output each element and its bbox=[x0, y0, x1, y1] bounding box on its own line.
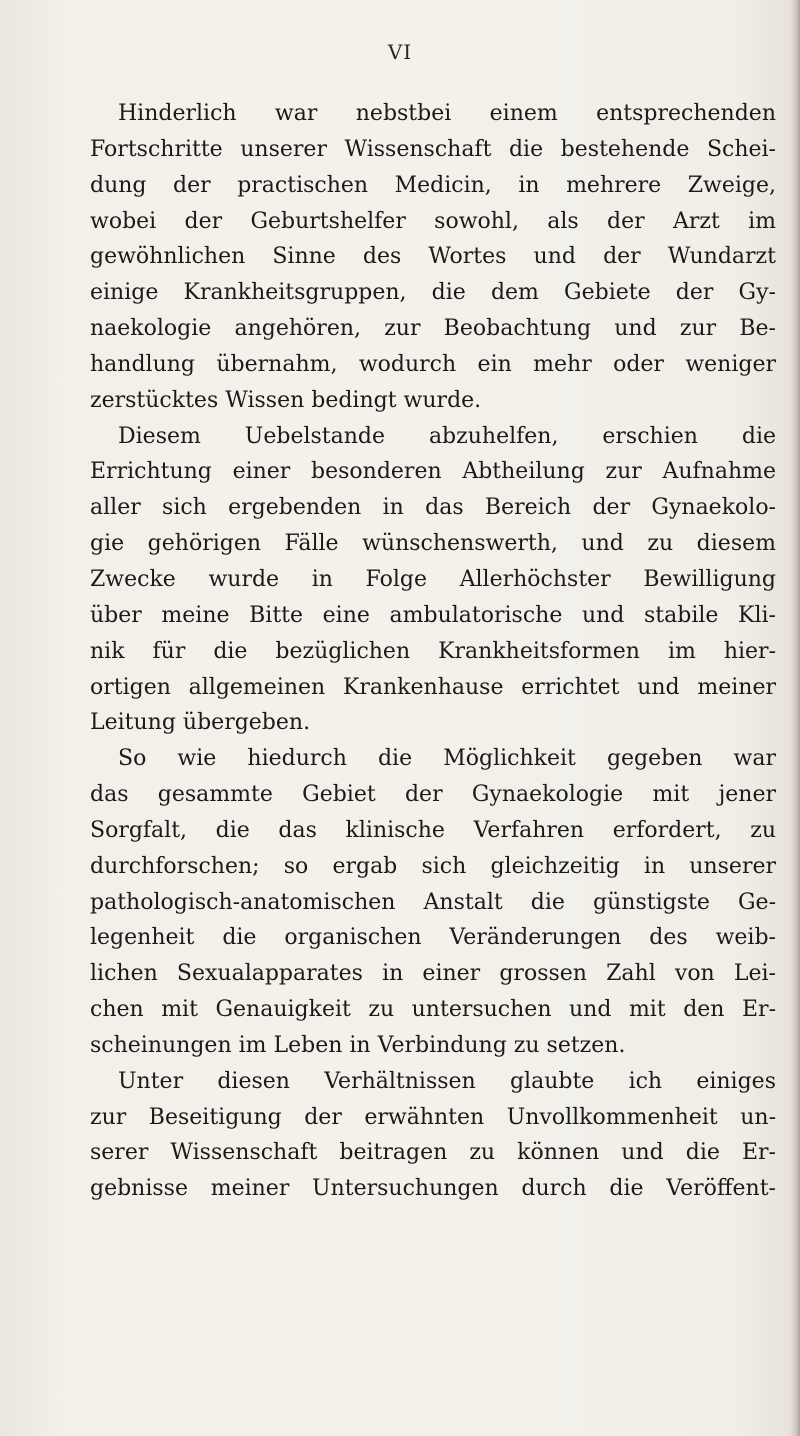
text-line: ortigen allgemeinen Krankenhause errichtet und meiner bbox=[90, 674, 776, 700]
text-line: gebnisse meiner Untersuchungen durch die Veröffent- bbox=[90, 1176, 776, 1202]
text-line: Unter diesen Verhältnissen glaubte ich einiges bbox=[118, 1068, 776, 1094]
text-line: Hinderlich war nebstbei einem entsprechenden bbox=[118, 101, 776, 126]
text-line: Leitung übergeben. bbox=[90, 710, 311, 736]
text-line: Fortschritte unserer Wissenschaft die bestehende Schei- bbox=[90, 136, 776, 162]
text-line: das gesammte Gebiet der Gynaekologie mit jener bbox=[90, 782, 776, 808]
text-line: pathologisch-anatomischen Anstalt die günstigste Ge- bbox=[90, 889, 776, 915]
text-line: scheinungen im Leben in Verbindung zu setzen. bbox=[90, 1032, 626, 1058]
text-line: durchforschen; so ergab sich gleichzeitig in unserer bbox=[90, 853, 776, 879]
text-line: gewöhnlichen Sinne des Wortes und der Wundarzt bbox=[90, 244, 776, 270]
text-line: Zwecke wurde in Folge Allerhöchster Bewilligung bbox=[90, 566, 776, 592]
text-line: So wie hiedurch die Möglichkeit gegeben war bbox=[118, 746, 776, 772]
text-line: aller sich ergebenden in das Bereich der Gynaekolo- bbox=[90, 495, 776, 521]
text-line: handlung übernahm, wodurch ein mehr oder weniger bbox=[90, 351, 776, 377]
text-line: Diesem Uebelstande abzuhelfen, erschien die bbox=[118, 423, 776, 449]
text-line: legenheit die organischen Veränderungen des weib- bbox=[90, 925, 776, 951]
text-line: lichen Sexualapparates in einer grossen Zahl von Lei- bbox=[90, 961, 776, 987]
text-line: Sorgfalt, die das klinische Verfahren erfordert, zu bbox=[90, 817, 776, 843]
text-line: dung der practischen Medicin, in mehrere Zweige, bbox=[90, 172, 776, 198]
page-edge-shadow bbox=[790, 0, 800, 1436]
text-line: naekologie angehören, zur Beobachtung und zur Be- bbox=[90, 316, 776, 342]
page-number: VI bbox=[387, 40, 413, 64]
text-line: nik für die bezüglichen Krankheitsformen im hier- bbox=[90, 638, 776, 664]
text-line: über meine Bitte eine ambulatorische und stabile Kli- bbox=[90, 602, 776, 628]
text-line: Errichtung einer besonderen Abtheilung zur Aufnahme bbox=[90, 459, 776, 485]
text-line: chen mit Genauigkeit zu untersuchen und mit den Er- bbox=[90, 997, 776, 1023]
text-line: zerstücktes Wissen bedingt wurde. bbox=[90, 387, 482, 413]
text-line: wobei der Geburtshelfer sowohl, als der Arzt im bbox=[90, 208, 776, 234]
text-line: zur Beseitigung der erwähnten Unvollkommenheit un- bbox=[90, 1104, 776, 1130]
text-line: gie gehörigen Fälle wünschenswerth, und zu diesem bbox=[90, 531, 776, 557]
text-line: einige Krankheitsgruppen, die dem Gebiete der Gy- bbox=[90, 280, 776, 306]
body-text bbox=[90, 96, 776, 1207]
text-line: serer Wissenschaft beitragen zu können und die Er- bbox=[90, 1140, 776, 1166]
